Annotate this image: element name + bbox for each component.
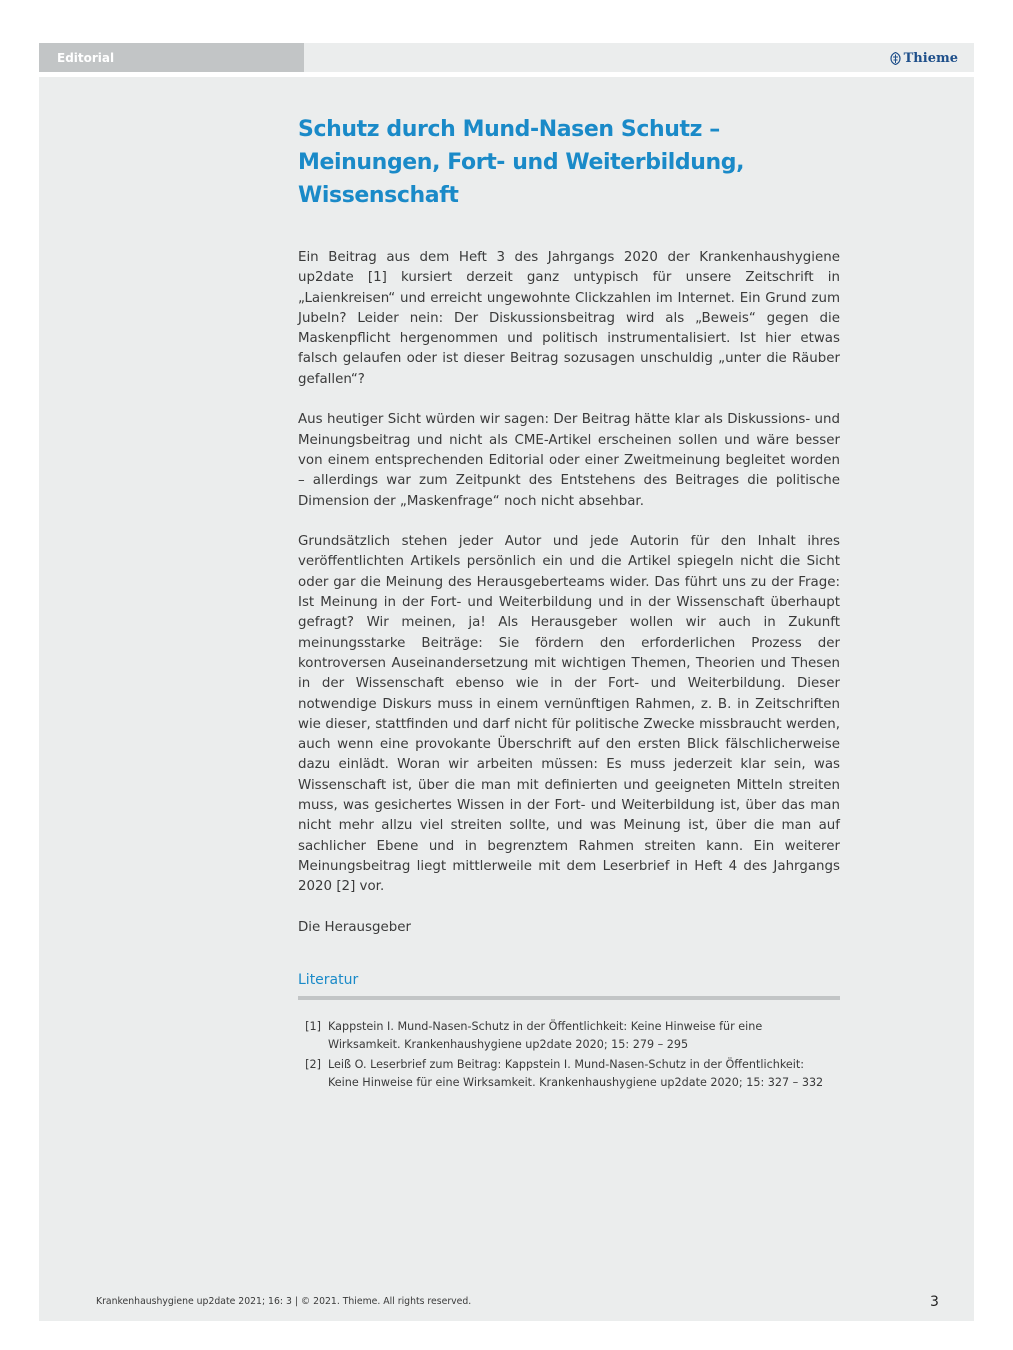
title-line: Wissenschaft [298, 183, 459, 208]
title-line: Meinungen, Fort- und Weiterbildung, [298, 150, 745, 175]
article [298, 113, 840, 1094]
page-number: 3 [930, 1294, 939, 1310]
reference-text: Kappstein I. Mund-Nasen-Schutz in der Öffentlichkeit: Keine Hinweise für eine Wirksamkeit. Krankenhaushygiene up2date 2020; 15: 279 – 295 [328, 1020, 763, 1051]
reference-list [298, 1018, 840, 1091]
brand-logo [890, 51, 958, 66]
body-paragraph: Aus heutiger Sicht würden wir sagen: Der Beitrag hätte klar als Diskussions- und Meinungsbeitrag und nicht als CME-Artikel erscheinen sollen und wäre besser von einem entsprechenden Editorial oder einer Zweitmeinung begleitet worden – allerdings war zum Zeitpunkt des Entstehens des Beitrages die politische Dimension der „Maskenfrage“ noch nicht absehbar. [298, 412, 840, 509]
section-label: Editorial [39, 43, 304, 72]
signature: Die Herausgeber [298, 919, 411, 935]
body-paragraph: Ein Beitrag aus dem Heft 3 des Jahrgangs 2020 der Krankenhaushygiene up2date [1] kursiert derzeit ganz untypisch für unsere Zeitschrift in „Laienkreisen“ und erreicht ungewohnte Clickzahlen im Internet. Ein Grund zum Jubeln? Leider nein: Der Diskussionsbeitrag wird als „Beweis“ gegen die Maskenpflicht hergenommen und politisch instrumentalisiert. Ist hier etwas falsch gelaufen oder ist dieser Beitrag sozusagen unschuldig „unter die Räuber gefallen“? [298, 250, 840, 387]
body-paragraph: Grundsätzlich stehen jeder Autor und jede Autorin für den Inhalt ihres veröffentlichten Artikels persönlich ein und die Artikel spiegeln nicht die Sicht oder gar die Meinung des Herausgeberteams wider. Das führt uns zu der Frage: Ist Meinung in der Fort- und Weiterbildung und in der Wissenschaft überhaupt gefragt? Wir meinen, ja! Als Herausgeber wollen wir auch in Zukunft meinungsstarke Beiträge: Sie fördern den erforderlichen Prozess der kontroversen Auseinandersetzung mit wichtigen Themen, Theorien und Thesen in der Wissenschaft ebenso wie in der Fort- und Weiterbildung. Dieser notwendige Diskurs muss in einem vernünftigen Rahmen, z. B. in Zeitschriften wie dieser, stattfinden und darf nicht für politische Zwecke missbraucht werden, auch wenn eine provokante Überschrift auf den ersten Blick fälschlicherweise dazu einlädt. Woran wir arbeiten müssen: Es muss jederzeit klar sein, was Wissenschaft ist, über die man mit definierten und geeigneten Mitteln streiten muss, was gesichertes Wissen in der Fort- und Weiterbildung ist, über das man nicht mehr allzu viel streiten sollte, und was Meinung ist, über die man auf sachlicher Ebene und in begrenztem Rahmen streiten kann. Ein weiterer Meinungsbeitrag liegt mittlerweile mit dem Leserbrief in Heft 4 des Jahrgangs 2020 [2] vor. [298, 534, 840, 895]
footer-citation: Krankenhaushygiene up2date 2021; 16: 3 | © 2021. Thieme. All rights reserved. [96, 1296, 472, 1307]
reference-number: [2] [305, 1058, 321, 1072]
literature-divider [298, 996, 840, 1000]
article-body [298, 248, 840, 938]
brand-name: Thieme [903, 51, 958, 66]
literature-heading: Literatur [298, 972, 359, 989]
thieme-logo-icon [890, 52, 901, 65]
reference-item [298, 1056, 840, 1091]
reference-text: Leiß O. Leserbrief zum Beitrag: Kappstein I. Mund-Nasen-Schutz in der Öffentlichkeit: Keine Hinweise für eine Wirksamkeit. Krankenhaushygiene up2date 2020; 15: 327 – 332 [328, 1058, 824, 1089]
title-line: Schutz durch Mund-Nasen Schutz – [298, 117, 720, 142]
article-title [298, 113, 840, 212]
header-bar [39, 43, 974, 72]
reference-number: [1] [305, 1020, 321, 1034]
reference-item [298, 1018, 840, 1053]
